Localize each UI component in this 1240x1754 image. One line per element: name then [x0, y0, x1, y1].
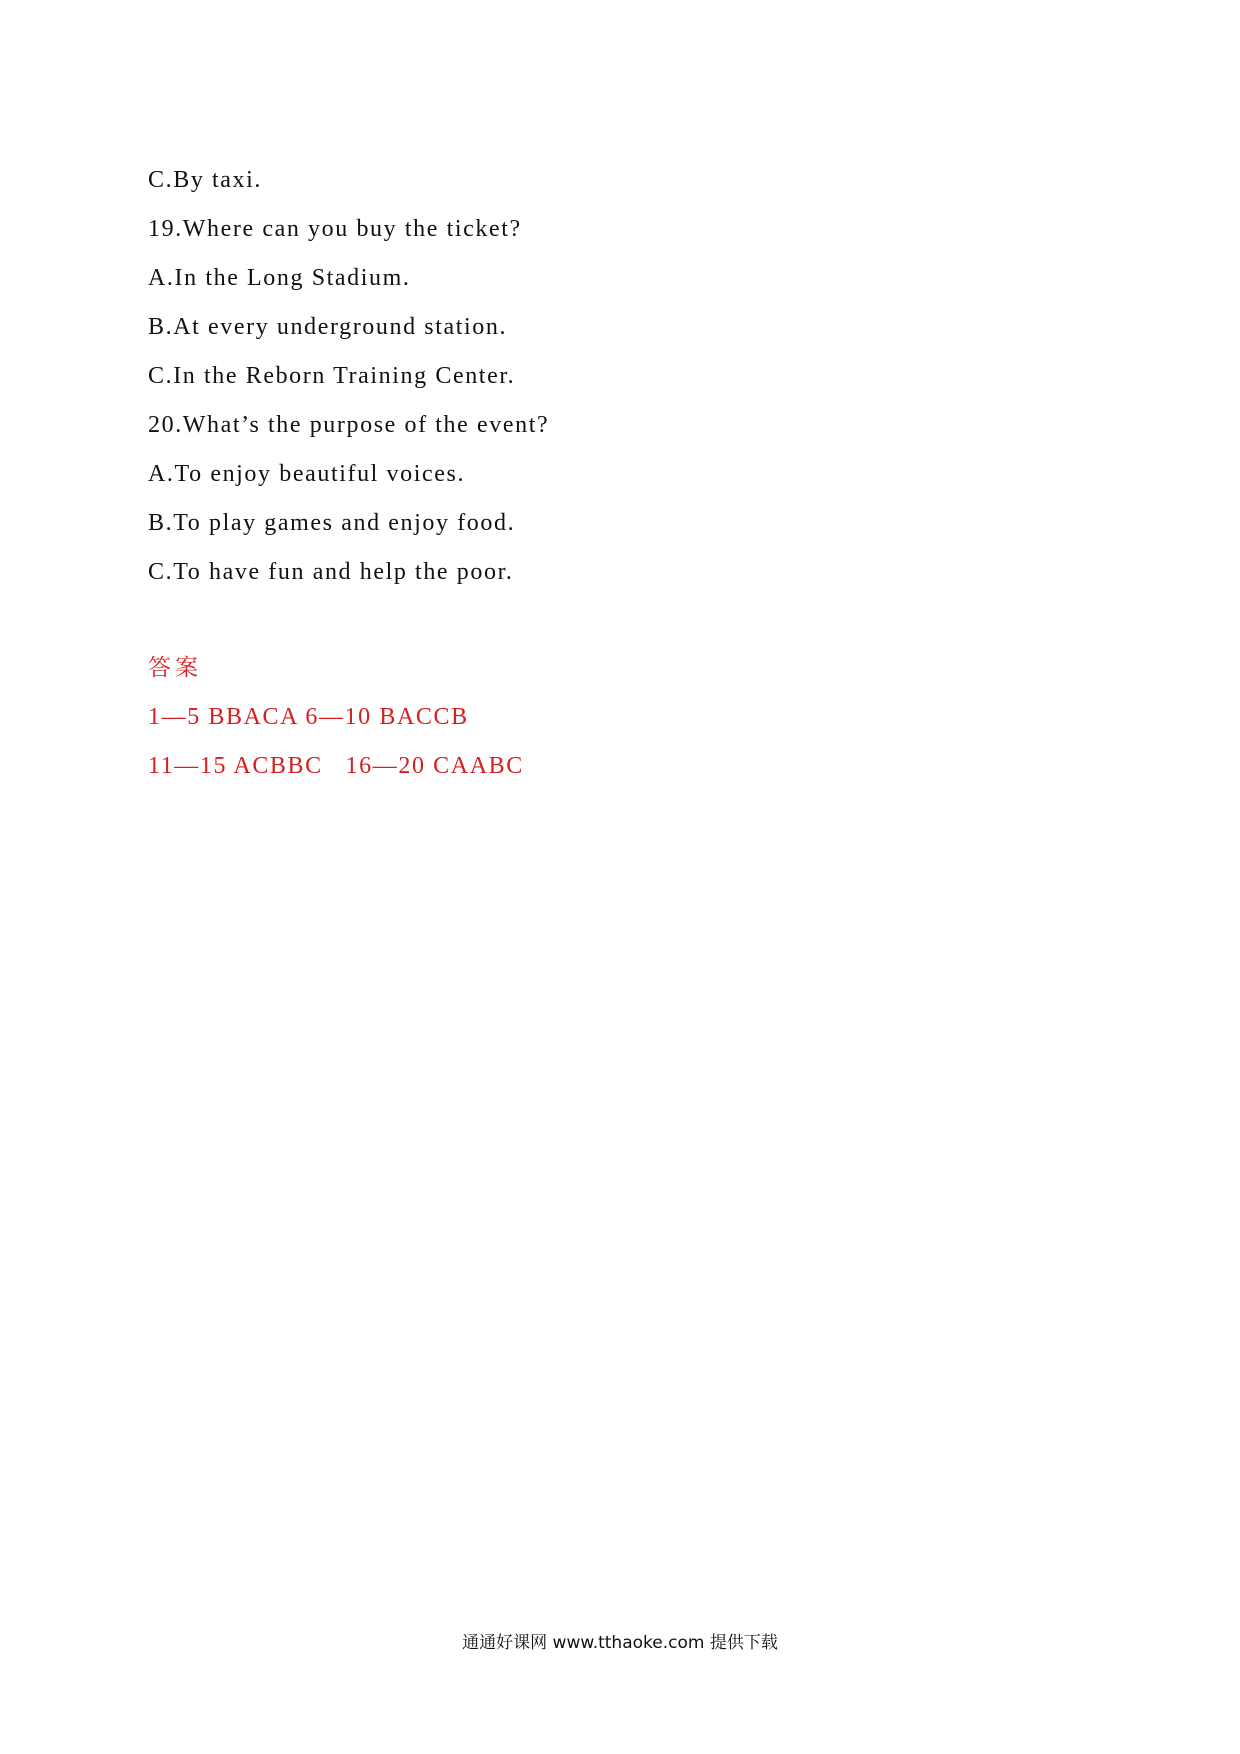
answer-line-1: 1—5 BBACA 6—10 BACCB [148, 704, 469, 730]
answer-line-2: 11—15 ACBBC 16—20 CAABC [148, 753, 524, 779]
question-20-option-b: B.To play games and enjoy food. [148, 510, 516, 536]
option-c-by-taxi: C.By taxi. [148, 167, 263, 193]
question-19: 19.Where can you buy the ticket? [148, 216, 522, 242]
question-20-option-c: C.To have fun and help the poor. [148, 559, 514, 585]
question-19-option-c: C.In the Reborn Training Center. [148, 363, 516, 389]
answer-heading: 答案 [148, 655, 202, 681]
question-20-option-a: A.To enjoy beautiful voices. [148, 461, 466, 487]
question-19-option-a: A.In the Long Stadium. [148, 265, 411, 291]
question-20: 20.What’s the purpose of the event? [148, 412, 550, 438]
question-block [148, 156, 1048, 597]
question-19-option-b: B.At every underground station. [148, 314, 508, 340]
answer-key [148, 644, 1048, 791]
page-footer: 通通好课网 www.tthaoke.com 提供下载 [462, 1633, 778, 1653]
